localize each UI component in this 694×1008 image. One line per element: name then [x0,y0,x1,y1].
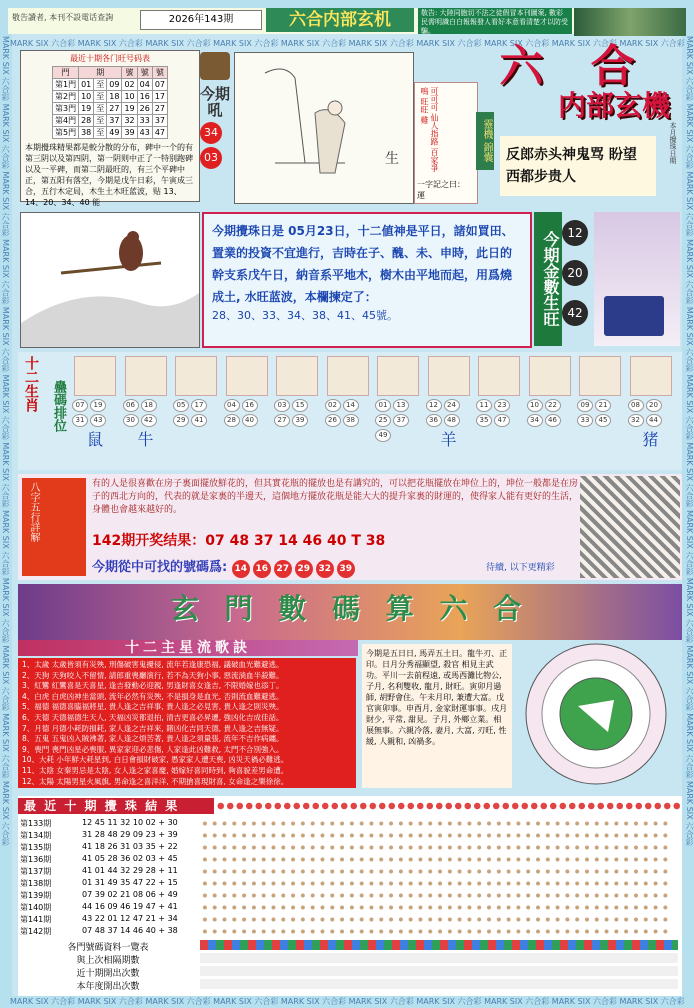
zodiac-animal-icon [276,356,318,396]
bagua-illustration [580,476,680,578]
zodiac-number-chip: 18 [141,399,157,412]
god-line: 6、天德 天德福德生天人, 天福凶災都退拍, 清吉更喜必昇遷, 強凶化吉成佳話。 [22,712,284,722]
zodiac-cell [527,356,573,446]
issue-number: 2026年143期 [140,10,262,30]
history-row-numbers: 01 31 49 35 47 22 + 15 [82,878,178,887]
find-number-ball: 27 [274,560,292,578]
zodiac-cell [72,356,118,449]
header-cell: 期 [79,67,122,79]
scroll-tag: 一字記之曰： 運 [417,180,465,200]
zodiac-number-chip: 41 [191,414,207,427]
zodiac-number-chip: 43 [90,414,106,427]
watermark-left: MARK SIX 六合彩 MARK SIX 六合彩 MARK SIX 六合彩 MARK SIX 六合彩 MARK SIX 六合彩 MARK SIX 六合彩 MARK SIX 六合彩 MARK SIX 六合彩 MARK SIX 六合彩 MARK SIX 六合彩 MARK SIX 六合彩 MARK SIX 六合彩 [1,36,10,847]
god-line: 10、大耗 小年鮮大耗星到, 白日會損財破家, 愚家家人遭天喪, 凶災天禍必難逃。 [22,755,289,765]
xuanmen-banner [18,584,682,640]
god-line: 5、福德 福德喜臨福將星, 貴人逢之吉祥事, 貴人逢之必見害, 貴人逢之則災殃。 [22,702,284,712]
god-line: 12、太陽 太陽男星火風旗, 男命逢之喜洋洋, 不期搶喜現財喜, 女命逢之樂徐徐。 [22,776,289,786]
gold-num-1: 12 [562,220,588,246]
find-number-ball: 29 [295,560,313,578]
zodiac-number-chip: 25 [375,414,391,427]
zodiac-cell [375,356,421,446]
god-line: 2、天狗 天狗咬人不留情, 請郎重喪廳演行, 若不為天狗小事, 惡流淌血半殺難。 [22,670,284,680]
history-row-numbers: 31 28 48 29 09 23 + 39 [82,830,178,839]
table-row: 第1門 01 至 09 02 04 07 [52,79,167,91]
zodiac-number-chip: 28 [224,414,240,427]
result-numbers: 07 48 37 14 46 40 T 38 [205,533,386,549]
history-row-dots [200,830,670,840]
zodiac-number-chip: 49 [375,429,391,442]
bird-sketch [21,213,199,347]
gold-label: 今期金數生旺 [534,212,562,346]
zodiac-number-chip: 46 [545,414,561,427]
history-row-dots [200,818,670,828]
zodiac-cell [123,356,169,449]
history-row-numbers: 41 01 44 32 29 28 + 11 [82,866,178,875]
zodiac-number-chip: 07 [72,399,88,412]
zodiac-animal-icon [630,356,672,396]
zodiac-number-chip: 06 [123,399,139,412]
zodiac-animal-icon [377,356,419,396]
zodiac-cell [224,356,270,446]
wheel-graphic [516,640,676,788]
watermark-right: MARK SIX 六合彩 MARK SIX 六合彩 MARK SIX 六合彩 MARK SIX 六合彩 MARK SIX 六合彩 MARK SIX 六合彩 MARK SIX 六合彩 MARK SIX 六合彩 MARK SIX 六合彩 MARK SIX 六合彩 MARK SIX 六合彩 MARK SIX 六合彩 [685,36,694,847]
find-number-ball: 32 [316,560,334,578]
history-row-label: 第137期 [20,867,52,876]
god-line: 1、太歲 太歲皆須有災殃, 刑傷破害鬼擾侵, 流年若逢康恐福, 議破血光難避逃。 [22,660,284,669]
history-row-label: 第141期 [20,915,52,924]
table-row: 第4門 28 至 37 32 33 37 [52,115,167,127]
zodiac-number-chip: 26 [325,414,341,427]
history-footer-label: 近十期開出次數 [76,969,140,979]
zodiac-animal-icon [74,356,116,396]
main-analysis-text: 今期攪珠日是 05月23日，十二値神是平日，諸如買田、置業的投資不宜進行，吉時在子、醜、未、申時，此日的幹支系戊午日，納音系平地木，樹木由平地而起，用爲燒成土, 水旺蓝波，本欄揀定了： [212,224,514,304]
zodiac-highlight-label: 牛 [137,430,154,449]
recent-table-title: 最近十期各门旺号码表 [70,54,150,63]
history-row-label: 第133期 [20,819,52,828]
table-row: 第3門 19 至 27 19 26 27 [52,103,167,115]
scroll-panel [414,82,478,204]
history-row-label: 第142期 [20,927,52,936]
table-row: 第5門 38 至 49 39 43 47 [52,127,167,139]
zodiac-number-chip: 45 [595,414,611,427]
table-row: 第2門 10 至 18 10 16 17 [52,91,167,103]
zodiac-label: 十二生肖 [23,356,39,412]
zodiac-number-chip: 21 [595,399,611,412]
landscape-image [574,8,686,36]
zodiac-number-chip: 10 [527,399,543,412]
warning-notice: 敬告: 大陸同胞切不法之徒假冒本刊圖案, 數彩民需明識白白報報發人看好本意看清楚才以防受騙。 [418,8,572,34]
result-label: 142期开奖结果： [92,533,206,549]
zodiac-cell [577,356,623,446]
zodiac-number-chip: 38 [343,414,359,427]
history-row-dots [200,866,670,876]
bird-illustration [20,212,200,348]
find-line [92,556,358,578]
scholar-sketch [235,53,413,203]
svg-text:生: 生 [385,151,399,167]
recent-panel [20,50,200,207]
zodiac-number-chip: 42 [141,414,157,427]
history-footer-bar [200,979,678,989]
history-footer-bar [200,940,678,950]
history-row-numbers: 07 39 02 21 08 06 + 49 [82,890,178,899]
zodiac-number-chip: 14 [343,399,359,412]
history-row-numbers: 41 18 26 31 03 35 + 22 [82,842,178,851]
history-row-numbers: 07 48 37 14 46 40 + 38 [82,926,178,935]
notice-text: 敬告讀者, 本刊不設電话查詢 [12,13,114,22]
history-row-numbers: 43 22 01 12 47 21 + 34 [82,914,178,923]
waiting-text: 待續, 以下更精彩 [486,563,555,573]
header-cell: 號 [152,67,167,79]
history-footer-label: 與上次相隔期數 [76,956,140,966]
zodiac-number-chip: 17 [191,399,207,412]
jinqi-num-2: 03 [200,147,222,169]
draw-date-label: 本月攪珠日期 [669,122,677,164]
zodiac-number-chip: 20 [646,399,662,412]
zodiac-highlight-label: 猪 [642,430,659,449]
zodiac-animal-icon [478,356,520,396]
zodiac-animal-icon [175,356,217,396]
zodiac-cell [173,356,219,446]
fengshui-text: 有的人是很喜歡在房子裏面擺放鮮花的，但其實花瓶的擺放也是有講究的，可以把花瓶擺放在坤位上的，坤位一般都是在房子的西北方向的，代表的就是家裏的半邊天，這個地方擺放花瓶是能大大的提升家裏的財運的，使得家人能有更好的生活，身體也會越來越好的。 [92,479,579,515]
fortune-wheel [516,640,676,788]
jinqi-num-1: 34 [200,122,222,144]
history-row-label: 第139期 [20,891,52,900]
subtitle-bar [18,640,358,656]
god-line: 3、紅鸞 紅鸞喜是天喜星, 逢吉發動必迎親, 男逢財喜女逢吉, 不限婚嫁也添丁。 [22,681,284,691]
god-line: 4、白虎 白虎凶神坐當頭, 流年必然有災殃, 不是損身是血光, 否則流血難避逃。 [22,691,284,701]
history-title: 最 近 十 期 攪 珠 結 果 [24,799,180,813]
zodiac-number-chip: 32 [628,414,644,427]
gods-list [18,658,356,788]
blossom-illustration [594,212,680,346]
zodiac-number-chip: 15 [292,399,308,412]
god-line: 11、太陰 女秦男忌是太陰, 女人逢之家喜慶, 婚嫁好喜同時到, 夠喜貌差男命遭。 [22,765,289,775]
history-row-dots [200,842,670,852]
zodiac-animal-icon [579,356,621,396]
zodiac-cell [274,356,320,446]
zodiac-cell [426,356,472,449]
god-line: 7、月德 月德小耗防損耗, 家人逢之吉祥來, 賭凶化吉同天德, 貴人逢之吉無疑。 [22,723,284,733]
zodiac-number-chip: 34 [527,414,543,427]
zodiac-animal-icon [125,356,167,396]
zodiac-number-chip: 48 [444,414,460,427]
history-row-label: 第134期 [20,831,52,840]
zodiac-number-chip: 23 [494,399,510,412]
zodiac-number-chip: 02 [325,399,341,412]
history-footer-bar [200,966,678,976]
zodiac-highlight-label: 鼠 [86,430,103,449]
tiger-icon [200,52,230,80]
history-row-dots [200,914,670,924]
zodiac-label-2: 蠱碼排位 [51,380,66,432]
zodiac-number-chip: 27 [274,414,290,427]
history-row-dots [200,890,670,900]
jinqi-label: 今期吼 [200,85,231,119]
header-cell: 號 [122,67,137,79]
watermark-bottom: MARK SIX 六合彩 MARK SIX 六合彩 MARK SIX 六合彩 MARK SIX 六合彩 MARK SIX 六合彩 MARK SIX 六合彩 MARK SIX 六合彩 MARK SIX 六合彩 MARK SIX 六合彩 MARK SIX 六合彩 [10,997,685,1006]
find-number-ball: 14 [232,560,250,578]
gold-num-3: 42 [562,300,588,326]
result-line [92,530,385,550]
xuanmen-title: 玄 門 數 碼 算 六 合 [170,592,530,625]
zodiac-number-chip: 13 [393,399,409,412]
book-icon [604,296,664,336]
analysis-text: 本期攪珠精果都是較分散的分布，碑中一个的有第三阴以及第四阴，第一阴则中正了一特别跑碑以及一平碑，而第二阴最旺的，有三个平碑中正，第五阳有落空，今期是戊午日彩，午寅成三合，五行木定局，木生土木旺蓝波，贴 13、14、20、34、40 能 [25,143,193,207]
history-title-bar [18,798,214,814]
zodiac-number-chip: 03 [274,399,290,412]
fortune-text: 今期是五日日, 馬弄五土日。龍牛刃、正印。日月分秀福顯望, 殺官 相見主武功。平川一去前程遠, 或馬西灘比物公, 子月, 名利雙收, 龍月, 財旺。寅卯月過師, 胡野會住。午未月印, 兼遭大富。戊官寅卯事。申酉月, 金家財運事事。戌月財少, 平常, 甜見。子月, 外鄉立業。相展無事。六親冷落, 妻月, 大富, 刃旺, 性緩, 人親和, 凶禍多。 [362,644,512,788]
god-line: 9、喪門 喪門凶星必喪服, 異家家迎必悲傷, 人家逢此凶難救, 太門不合別強入。 [22,744,284,754]
history-footer-bar [200,953,678,963]
brand-area [470,41,680,134]
brand-title: 六 合 [499,41,651,92]
god-line: 8、五鬼 五鬼凶入賊沸著, 家人逢之煩苦著, 貴人逢之須量張, 流年不吉作病纏。 [22,734,284,744]
zodiac-animal-icon [327,356,369,396]
history-row-numbers: 12 45 11 32 10 02 + 30 [82,818,178,827]
zodiac-number-chip: 16 [242,399,258,412]
zodiac-cell [325,356,371,446]
main-analysis-panel [202,212,532,348]
zodiac-number-chip: 29 [173,414,189,427]
recent-table-header [52,67,167,79]
history-row-numbers: 41 05 28 36 02 03 + 45 [82,854,178,863]
scroll-text: 可可可 仙人指路 百家爭鳴 旺旺 雞 [420,87,439,173]
sketch-illustration [234,52,414,204]
zodiac-number-chip: 05 [173,399,189,412]
zodiac-number-chip: 30 [123,414,139,427]
zodiac-highlight-label: 羊 [440,430,457,449]
gold-balls [562,220,590,326]
page-title: 六合内部玄机 [266,8,414,32]
history-row-dots [200,878,670,888]
watermark-top: MARK SIX 六合彩 MARK SIX 六合彩 MARK SIX 六合彩 MARK SIX 六合彩 MARK SIX 六合彩 MARK SIX 六合彩 MARK SIX 六合彩 MARK SIX 六合彩 MARK SIX 六合彩 MARK SIX 六合彩 [10,39,685,48]
riddle-text: 反郎赤头神鬼骂 盼望西都步贵人 [500,136,656,196]
zodiac-number-chip: 01 [375,399,391,412]
zodiac-cell [628,356,674,449]
history-row-dots [200,926,670,936]
zodiac-number-chip: 44 [646,414,662,427]
zodiac-animal-icon [529,356,571,396]
zodiac-number-chip: 47 [494,414,510,427]
zodiac-number-chip: 31 [72,414,88,427]
history-row-label: 第136期 [20,855,52,864]
gold-num-2: 20 [562,260,588,286]
zodiac-animal-icon [226,356,268,396]
zodiac-number-chip: 33 [577,414,593,427]
zodiac-number-chip: 04 [224,399,240,412]
brand-subtitle: 内部玄機 [557,89,670,122]
header-cell: 號 [137,67,152,79]
main-analysis-numbers: 28、30、33、34、38、41、45號。 [212,309,398,322]
recent-table [52,66,168,139]
history-row-dots [200,854,670,864]
zodiac-animal-icon [428,356,470,396]
history-row-label: 第140期 [20,903,52,912]
zodiac-number-chip: 37 [393,414,409,427]
zodiac-number-chip: 11 [476,399,492,412]
find-label: 今期從中可找的號碼爲: [92,560,228,575]
header-cell: 門 [52,67,78,79]
zodiac-number-chip: 36 [426,414,442,427]
scroll-side-tag: 靈機 錦囊 [476,112,494,170]
find-number-ball: 16 [253,560,271,578]
find-number-ball: 39 [337,560,355,578]
zodiac-number-chip: 12 [426,399,442,412]
history-row-numbers: 44 16 09 46 19 47 + 41 [82,902,178,911]
book-title: 八字五行詳解 [28,482,39,542]
history-row-label: 第138期 [20,879,52,888]
jinqi-panel [200,52,232,202]
zodiac-number-chip: 40 [242,414,258,427]
zodiac-number-chip: 19 [90,399,106,412]
history-row-dots [200,902,670,912]
history-footer-label: 本年度開出次數 [76,982,140,992]
zodiac-cell [476,356,522,446]
zodiac-number-chip: 08 [628,399,644,412]
xuanmen-subtitle: 十二主星流歌訣 [125,640,251,656]
history-row-label: 第135期 [20,843,52,852]
fengshui-book [22,478,86,576]
zodiac-number-chip: 39 [292,414,308,427]
history-header-balls [216,800,680,812]
history-footer-label: 各門號碼資料一覽表 [67,943,149,953]
zodiac-number-chip: 22 [545,399,561,412]
zodiac-number-chip: 24 [444,399,460,412]
zodiac-number-chip: 35 [476,414,492,427]
zodiac-number-chip: 09 [577,399,593,412]
